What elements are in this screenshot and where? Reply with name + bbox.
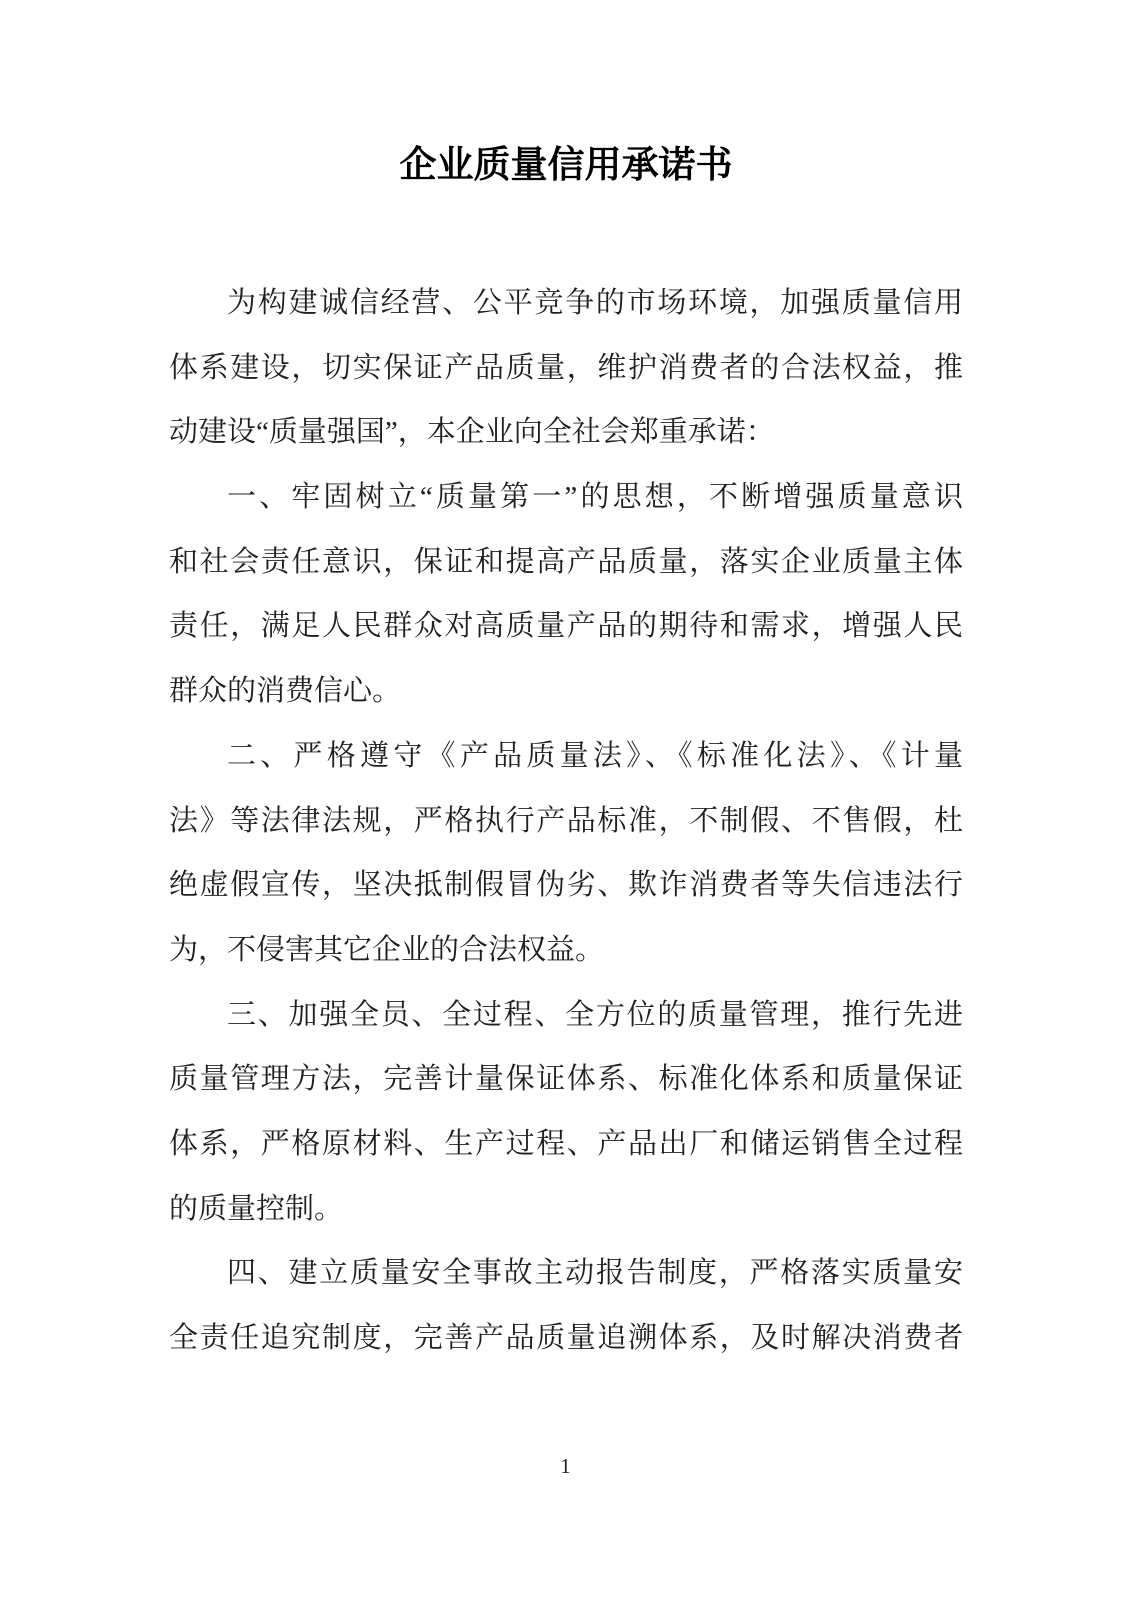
text-line: 的质量控制。 bbox=[169, 1192, 344, 1225]
paragraph bbox=[169, 271, 963, 465]
paragraph bbox=[169, 983, 963, 1242]
paragraph bbox=[169, 1241, 963, 1370]
text-line: 体系，严格原材料、生产过程、产品出厂和储运销售全过程 bbox=[169, 1127, 963, 1160]
document-title: 企业质量信用承诺书 bbox=[399, 144, 733, 185]
page-number: 1 bbox=[560, 1454, 571, 1478]
text-line: 为构建诚信经营、公平竞争的市场环境，加强质量信用 bbox=[227, 287, 963, 319]
paragraph bbox=[169, 465, 963, 724]
text-line: 为，不侵害其它企业的合法权益。 bbox=[169, 933, 605, 966]
text-line: 动建设“质量强国”，本企业向全社会郑重承诺： bbox=[169, 416, 775, 449]
text-line: 质量管理方法，完善计量保证体系、标准化体系和质量保证 bbox=[169, 1063, 963, 1096]
text-line: 二、严格遵守《产品质量法》、《标准化法》、《计量 bbox=[227, 739, 963, 772]
text-line: 责任，满足人民群众对高质量产品的期待和需求，增强人民 bbox=[169, 610, 963, 643]
text-line: 和社会责任意识，保证和提高产品质量，落实企业质量主体 bbox=[169, 545, 963, 578]
text-line: 全责任追究制度，完善产品质量追溯体系，及时解决消费者 bbox=[169, 1322, 963, 1354]
paragraph bbox=[169, 724, 963, 983]
text-line: 群众的消费信心。 bbox=[169, 675, 402, 708]
document-body bbox=[169, 271, 963, 1371]
text-line: 三、加强全员、全过程、全方位的质量管理，推行先进 bbox=[227, 998, 963, 1031]
text-line: 体系建设，切实保证产品质量，维护消费者的合法权益，推 bbox=[169, 351, 963, 384]
text-line: 四、建立质量安全事故主动报告制度，严格落实质量安 bbox=[227, 1257, 963, 1290]
text-line: 法》等法律法规，严格执行产品标准，不制假、不售假，杜 bbox=[169, 804, 963, 837]
text-line: 绝虚假宣传，坚决抵制假冒伪劣、欺诈消费者等失信违法行 bbox=[169, 869, 963, 902]
text-line: 一、牢固树立“质量第一”的思想，不断增强质量意识 bbox=[227, 481, 963, 514]
